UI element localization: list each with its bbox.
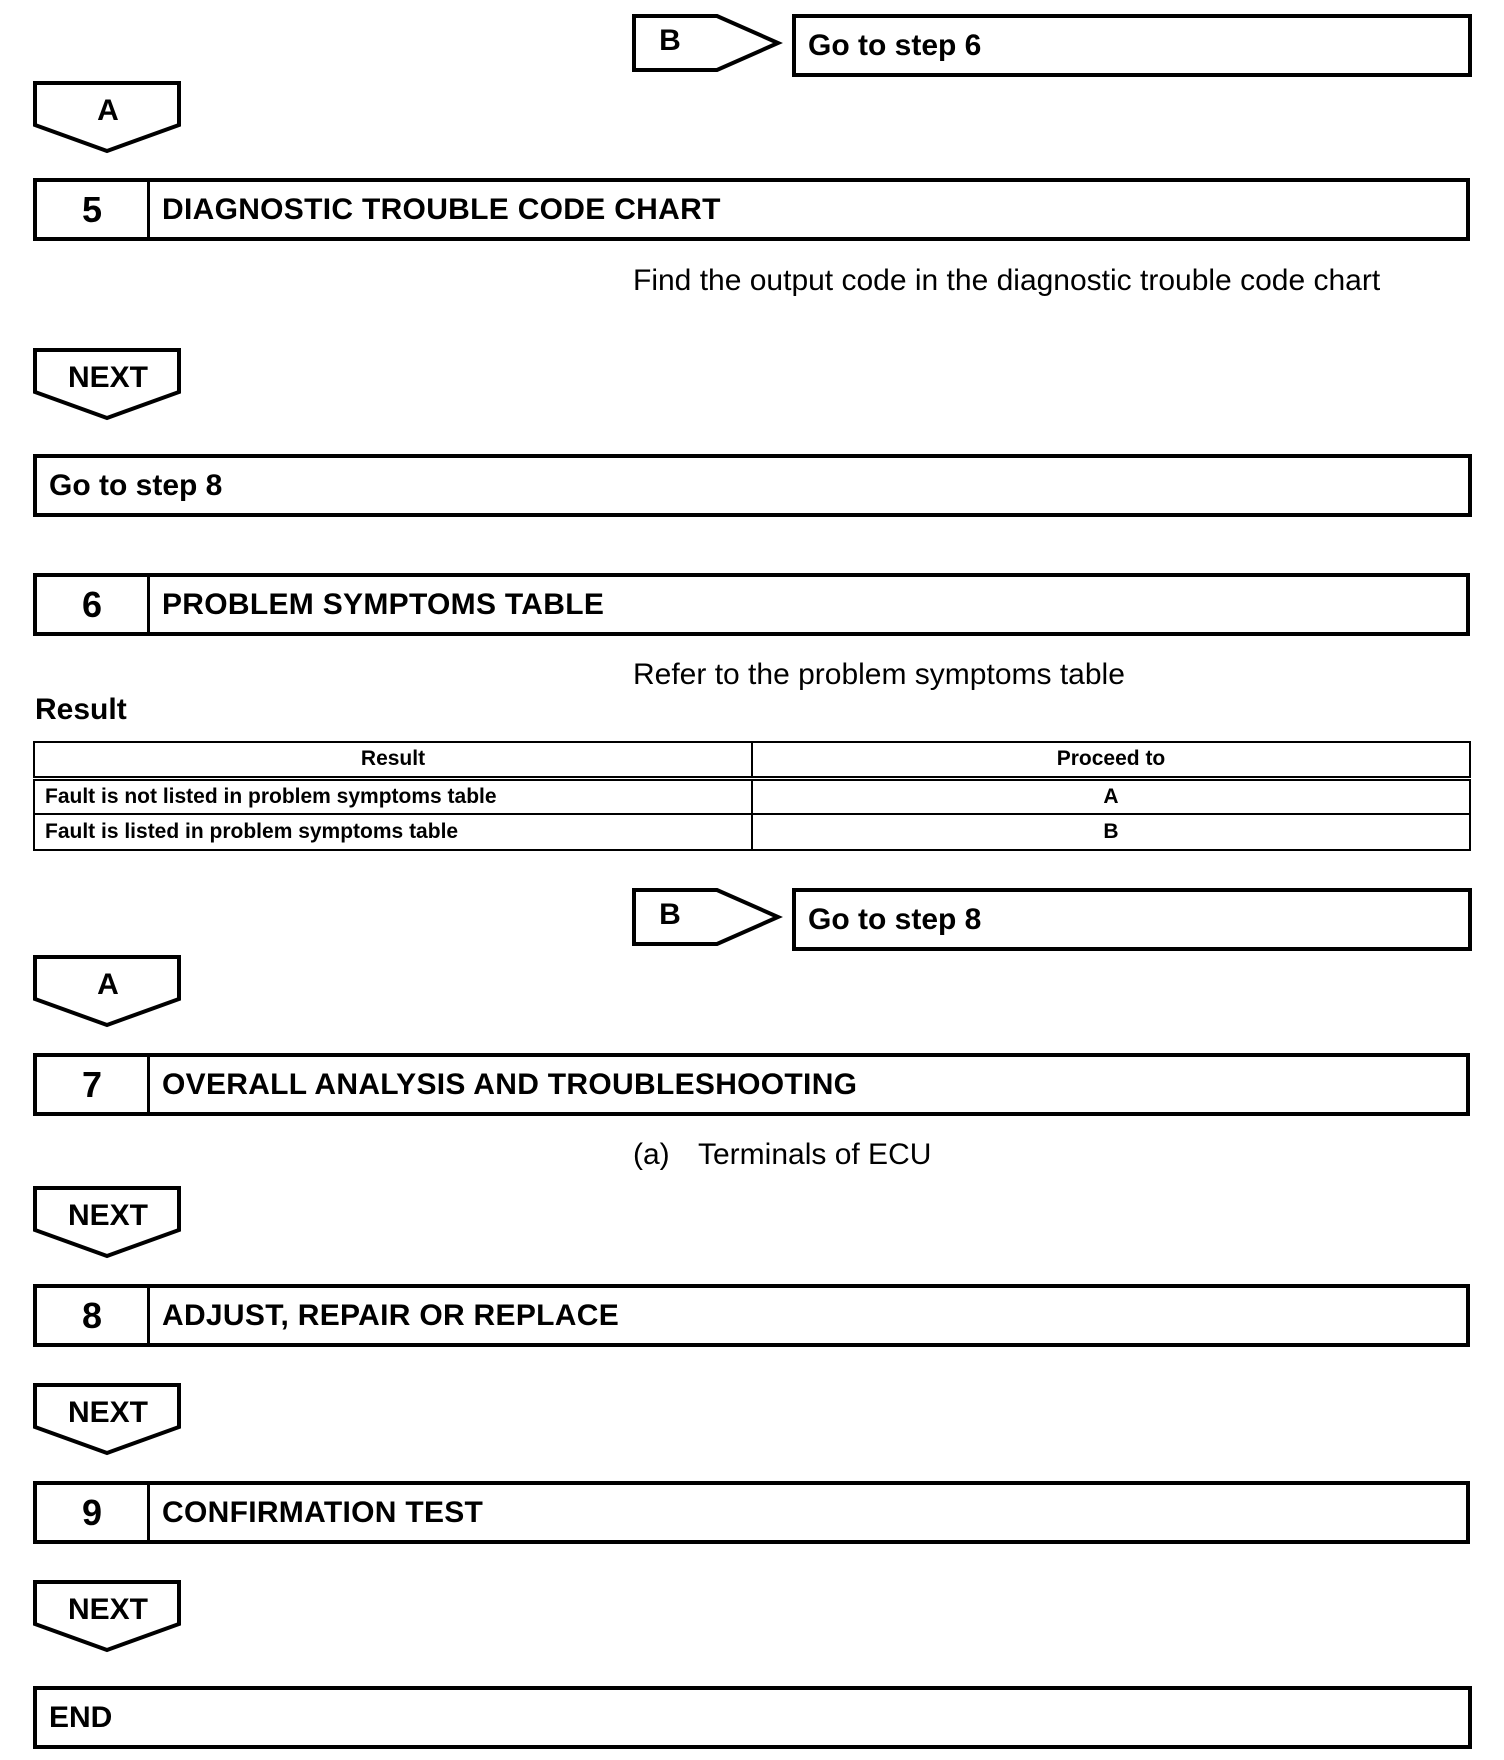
step-5-header: [33, 178, 1470, 241]
step-7-instruction-label: (a): [633, 1138, 670, 1171]
step-8-header: [33, 1284, 1470, 1347]
branch-a-label: A: [97, 968, 119, 1001]
result-table: [33, 741, 1471, 851]
goto-step-8-box: Go to step 8: [33, 454, 1472, 517]
result-heading: Result: [35, 693, 127, 726]
result-cell: Fault is listed in problem symptoms table: [34, 814, 752, 850]
branch-a-label: A: [97, 94, 119, 127]
end-box: END: [33, 1686, 1472, 1749]
step-7-header: [33, 1053, 1470, 1116]
step-title: OVERALL ANALYSIS AND TROUBLESHOOTING: [162, 1067, 858, 1101]
result-cell: Fault is not listed in problem symptoms table: [34, 778, 752, 814]
table-header-row: [34, 742, 1470, 778]
branch-b-label: B: [659, 24, 681, 57]
next-label: NEXT: [67, 1396, 148, 1429]
column-header: Proceed to: [752, 742, 1470, 778]
proceed-cell: B: [752, 814, 1470, 850]
step-title: DIAGNOSTIC TROUBLE CODE CHART: [162, 192, 721, 226]
step-7-instruction: Terminals of ECU: [698, 1138, 932, 1171]
step-number: 8: [37, 1288, 150, 1343]
column-header: Result: [34, 742, 752, 778]
step-6-header: [33, 573, 1470, 636]
table-row: [34, 778, 1470, 814]
next-label: NEXT: [67, 1199, 148, 1232]
goto-step-8-branch-box: Go to step 8: [792, 888, 1472, 951]
step-number: 7: [37, 1057, 150, 1112]
step-5-instruction: Find the output code in the diagnostic trouble code chart: [633, 264, 1381, 297]
branch-b-label: B: [659, 898, 681, 931]
step-number: 6: [37, 577, 150, 632]
step-title: CONFIRMATION TEST: [162, 1495, 484, 1529]
goto-step-6-box: Go to step 6: [792, 14, 1472, 77]
next-label: NEXT: [67, 1593, 148, 1626]
step-number: 9: [37, 1485, 150, 1540]
step-number: 5: [37, 182, 150, 237]
table-row: [34, 814, 1470, 850]
proceed-cell: A: [752, 778, 1470, 814]
step-title: ADJUST, REPAIR OR REPLACE: [162, 1298, 620, 1332]
step-6-instruction: Refer to the problem symptoms table: [633, 658, 1125, 691]
step-title: PROBLEM SYMPTOMS TABLE: [162, 587, 605, 621]
step-9-header: [33, 1481, 1470, 1544]
next-label: NEXT: [67, 361, 148, 394]
